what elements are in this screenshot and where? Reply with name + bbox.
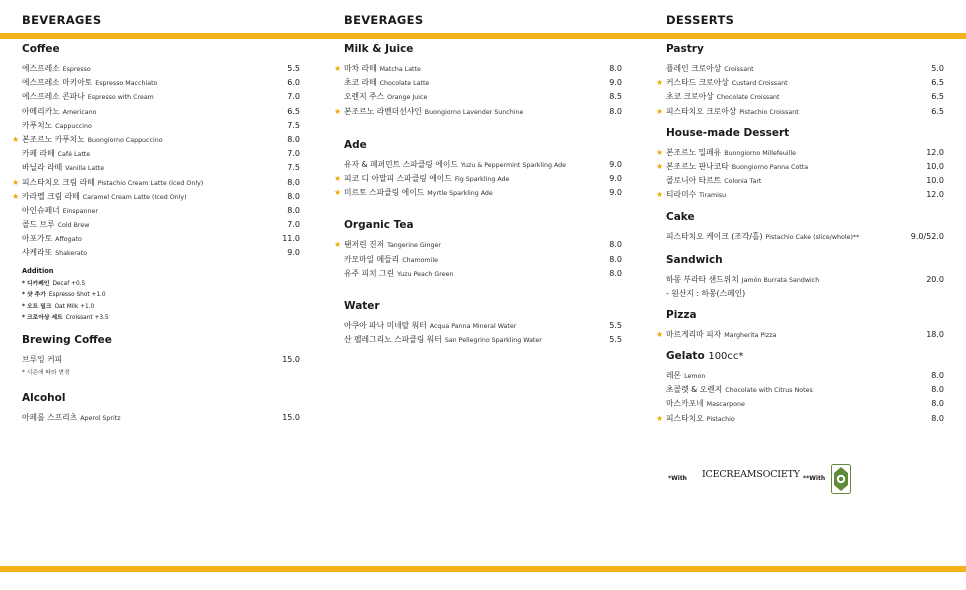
item-name-en: Café Latte bbox=[57, 151, 91, 159]
column-desserts bbox=[656, 41, 944, 426]
section-title: Addition bbox=[22, 266, 54, 275]
section-brewing-coffee bbox=[22, 332, 300, 379]
item-list bbox=[22, 411, 300, 425]
section-title: Coffee bbox=[22, 43, 60, 55]
menu-item bbox=[12, 133, 300, 147]
item-name-en: Buongiorno Panna Cotta bbox=[731, 163, 809, 171]
item-name-en: Tiramisu bbox=[699, 192, 727, 200]
item-name-ko: 유주 피치 그린 bbox=[344, 268, 395, 278]
section-sandwich bbox=[666, 252, 944, 301]
menu-item bbox=[22, 232, 300, 246]
menu-item bbox=[344, 333, 622, 347]
item-name-en: Yuzu Peach Green bbox=[397, 270, 454, 278]
item-price: 6.5 bbox=[931, 78, 944, 88]
item-price: 8.0 bbox=[931, 371, 944, 381]
item-name-ko: 초코 크로아상 bbox=[666, 92, 714, 102]
item-name-en: Espresso bbox=[62, 66, 91, 73]
menu-item bbox=[666, 90, 944, 104]
item-name-ko: 바닐라 라떼 bbox=[22, 163, 63, 173]
item-price: 5.5 bbox=[609, 320, 622, 330]
item-list bbox=[334, 62, 622, 119]
item-list bbox=[334, 238, 622, 281]
section-title: Brewing Coffee bbox=[22, 333, 112, 346]
item-name-ko: 본조르노 라벤더선샤인 bbox=[344, 106, 422, 116]
section-title: House-made Dessert bbox=[666, 126, 790, 139]
menu-item bbox=[12, 190, 300, 204]
item-name-ko: 초콜렛 & 오렌지 bbox=[666, 385, 723, 395]
header-bar bbox=[0, 0, 966, 35]
addition-item bbox=[22, 290, 300, 302]
item-name-en: Tangerine Ginger bbox=[387, 242, 441, 250]
item-price: 10.0 bbox=[926, 176, 944, 186]
item-name-en: Espresso with Cream bbox=[87, 94, 154, 102]
item-name-ko: 마차 라떼 bbox=[344, 64, 377, 73]
origin-note: - 원산지 : 하몽(스페인) bbox=[666, 288, 746, 298]
menu-item bbox=[22, 147, 300, 161]
item-name-ko: 마르게리따 피자 bbox=[666, 329, 722, 339]
item-price: 8.0 bbox=[931, 413, 944, 423]
season-note: * 시즌에 따라 변경 bbox=[22, 369, 70, 376]
item-name-en: Fig Sparkling Ade bbox=[454, 175, 510, 183]
gelato-size: 100cc* bbox=[708, 351, 744, 363]
menu-item bbox=[12, 176, 300, 190]
partner-logos bbox=[668, 466, 868, 494]
item-name-en: Pistachio Croissant bbox=[739, 108, 799, 116]
item-name-en: Cold Brew bbox=[57, 222, 90, 230]
section-cake bbox=[666, 209, 944, 244]
col3-title: DESSERTS bbox=[666, 13, 735, 27]
item-name-ko: 미르토 스파클링 에이드 bbox=[344, 188, 425, 198]
section-milk-juice bbox=[334, 41, 622, 119]
item-name-ko: 아페롤 스프리츠 bbox=[22, 412, 78, 422]
menu-item bbox=[666, 230, 944, 244]
menu-item bbox=[344, 319, 622, 333]
item-name-ko: 탠저린 진저 bbox=[344, 240, 385, 250]
green-badge-logo-icon bbox=[831, 464, 851, 494]
item-name-ko: 피스타치오 크로아상 bbox=[666, 106, 737, 116]
menu-item bbox=[666, 62, 944, 76]
item-name-en: Caramel Cream Latte (Iced Only) bbox=[82, 193, 187, 201]
menu-item bbox=[334, 62, 622, 76]
item-list bbox=[344, 319, 622, 347]
addition-name-ko: * 샷 추가 bbox=[22, 292, 46, 299]
item-name-ko: 콜드 브루 bbox=[22, 220, 55, 230]
signature-star-icon: ★ bbox=[334, 64, 342, 73]
item-list bbox=[22, 353, 300, 367]
menu-item bbox=[666, 174, 944, 188]
section-addition bbox=[22, 267, 300, 325]
col2-title: BEVERAGES bbox=[344, 13, 424, 27]
menu-item bbox=[22, 218, 300, 232]
item-price: 10.0 bbox=[926, 161, 944, 171]
item-price: 8.0 bbox=[609, 106, 622, 116]
section-title: Alcohol bbox=[22, 391, 66, 404]
menu-item bbox=[22, 119, 300, 133]
menu-item bbox=[656, 328, 944, 342]
menu-item bbox=[656, 76, 944, 90]
item-price: 9.0 bbox=[609, 173, 622, 183]
item-price: 15.0 bbox=[282, 412, 300, 422]
item-name-ko: 카페 라떼 bbox=[22, 149, 55, 159]
menu-item bbox=[344, 253, 622, 267]
item-name-en: Chocolate with Citrus Notes bbox=[725, 387, 813, 395]
item-name-en: San Pellegrino Sparkling Water bbox=[444, 337, 542, 345]
section-title: Milk & Juice bbox=[344, 43, 414, 55]
item-price: 8.0 bbox=[609, 64, 622, 73]
menu-item bbox=[656, 412, 944, 426]
item-price: 5.5 bbox=[609, 335, 622, 345]
item-list bbox=[666, 230, 944, 244]
item-name-ko: 피코 디 아말피 스파클링 에이드 bbox=[344, 173, 452, 183]
item-price: 7.5 bbox=[287, 120, 300, 130]
item-name-ko: 오렌지 주스 bbox=[344, 92, 385, 102]
item-price: 7.0 bbox=[287, 149, 300, 159]
item-name-en: Croissant bbox=[724, 66, 754, 73]
item-name-ko: 피스타치오 케이크 (조각/홀) bbox=[666, 231, 763, 241]
signature-star-icon: ★ bbox=[12, 177, 20, 187]
item-name-en: Buongiorno Millefeuille bbox=[724, 149, 797, 157]
item-name-ko: 산 펠레그리노 스파클링 워터 bbox=[344, 335, 442, 345]
signature-star-icon: ★ bbox=[656, 413, 664, 423]
section-ade bbox=[334, 137, 622, 201]
item-name-ko: 피스타치오 크림 라떼 bbox=[22, 177, 95, 187]
item-name-ko: 하몽 부라타 샌드위치 bbox=[666, 274, 739, 284]
item-name-en: Matcha Latte bbox=[379, 66, 421, 73]
top-accent-line bbox=[0, 33, 966, 39]
item-price: 18.0 bbox=[926, 329, 944, 339]
item-name-ko: 에스프레소 bbox=[22, 64, 60, 73]
item-price: 12.0 bbox=[926, 190, 944, 200]
item-price: 6.5 bbox=[931, 92, 944, 102]
item-name-ko: 본조르노 판나코타 bbox=[666, 161, 729, 171]
item-price: 6.0 bbox=[287, 78, 300, 88]
item-name-ko: 아메리카노 bbox=[22, 106, 60, 116]
signature-star-icon: ★ bbox=[656, 106, 664, 116]
item-name-en: Pistachio bbox=[706, 415, 735, 423]
item-name-ko: 유자 & 페퍼민트 스파클링 에이드 bbox=[344, 159, 458, 169]
item-price: 9.0 bbox=[287, 248, 300, 258]
addition-item bbox=[22, 279, 300, 291]
signature-star-icon: ★ bbox=[656, 329, 664, 339]
item-price: 6.5 bbox=[287, 106, 300, 116]
section-alcohol bbox=[22, 390, 300, 425]
item-name-en: Einspanner bbox=[62, 207, 98, 215]
item-name-en: Chocolate Latte bbox=[379, 80, 430, 88]
item-name-ko: 초코 라떼 bbox=[344, 78, 377, 88]
item-name-en: Buongiorno Cappuccino bbox=[87, 136, 163, 144]
item-name-en: Pistachio Cake (slice/whole)** bbox=[765, 233, 860, 241]
item-name-ko: 마스카포네 bbox=[666, 399, 704, 409]
column-beverages-1 bbox=[12, 41, 300, 425]
item-name-ko: 커스타드 크로아상 bbox=[666, 78, 729, 88]
menu-item bbox=[334, 238, 622, 252]
section-water bbox=[344, 298, 622, 347]
item-list bbox=[656, 328, 944, 342]
item-price: 5.5 bbox=[287, 64, 300, 73]
menu-item bbox=[22, 76, 300, 90]
menu-item bbox=[22, 161, 300, 175]
bottom-accent-line bbox=[0, 566, 966, 572]
item-price: 6.5 bbox=[931, 106, 944, 116]
section-title: Sandwich bbox=[666, 253, 723, 266]
item-price: 8.0 bbox=[287, 191, 300, 201]
signature-star-icon: ★ bbox=[12, 191, 20, 201]
menu-item bbox=[344, 90, 622, 104]
gelato-title: Gelato bbox=[666, 350, 705, 363]
signature-star-icon: ★ bbox=[334, 240, 342, 250]
section-house-made-dessert bbox=[656, 125, 944, 203]
item-price: 8.0 bbox=[287, 134, 300, 144]
item-list bbox=[666, 273, 944, 287]
item-name-en: Vanilla Latte bbox=[65, 165, 105, 173]
menu-item bbox=[22, 353, 300, 367]
addition-name-en: Croissant +3.5 bbox=[65, 315, 109, 322]
section-title: Organic Tea bbox=[344, 219, 414, 232]
menu-item bbox=[344, 76, 622, 90]
item-price: 20.0 bbox=[926, 274, 944, 284]
item-name-ko: 티라미수 bbox=[666, 190, 697, 200]
menu-item bbox=[22, 411, 300, 425]
menu-item bbox=[22, 246, 300, 260]
menu-item bbox=[334, 186, 622, 200]
menu-item bbox=[656, 188, 944, 202]
addition-name-ko: * 크로아상 세트 bbox=[22, 315, 63, 322]
addition-list bbox=[22, 279, 300, 325]
item-name-ko: 레몬 bbox=[666, 371, 682, 381]
item-price: 7.5 bbox=[287, 163, 300, 173]
icecream-society-wordmark: ICECREAMSOCIETY bbox=[702, 469, 800, 480]
item-name-ko: 아포가토 bbox=[22, 234, 53, 244]
col1-title: BEVERAGES bbox=[22, 13, 102, 27]
item-price: 9.0/52.0 bbox=[910, 231, 944, 241]
menu-item bbox=[656, 146, 944, 160]
signature-star-icon: ★ bbox=[334, 106, 342, 116]
item-name-en: Chamomile bbox=[402, 256, 438, 264]
item-price: 12.0 bbox=[926, 147, 944, 157]
signature-star-icon: ★ bbox=[656, 190, 664, 200]
item-name-ko: 아인슈페너 bbox=[22, 205, 60, 215]
item-list bbox=[656, 146, 944, 203]
section-coffee bbox=[12, 41, 300, 261]
item-price: 8.0 bbox=[931, 385, 944, 395]
column-beverages-2 bbox=[334, 41, 622, 347]
item-name-en: Mascarpone bbox=[706, 401, 745, 409]
item-price: 9.0 bbox=[609, 188, 622, 198]
addition-name-en: Decaf +0.5 bbox=[52, 280, 86, 287]
menu-item bbox=[334, 105, 622, 119]
with-label-2: **With bbox=[803, 475, 826, 482]
addition-name-en: Oat Milk +1.0 bbox=[54, 303, 95, 310]
item-price: 8.0 bbox=[609, 240, 622, 250]
item-name-en: Chocolate Croissant bbox=[716, 94, 780, 102]
item-price: 8.0 bbox=[609, 254, 622, 264]
with-label-1: *With bbox=[668, 475, 687, 482]
item-price: 8.0 bbox=[287, 177, 300, 187]
item-name-en: Jamón Burrata Sandwich bbox=[741, 276, 820, 284]
section-title: Pizza bbox=[666, 308, 697, 321]
item-price: 9.0 bbox=[609, 78, 622, 88]
menu-item bbox=[656, 105, 944, 119]
item-name-ko: 본조르노 밀페유 bbox=[666, 147, 722, 157]
item-list bbox=[656, 369, 944, 426]
menu-item bbox=[344, 267, 622, 281]
menu-item bbox=[666, 273, 944, 287]
menu-item bbox=[334, 172, 622, 186]
item-name-en: Buongiorno Lavender Sunchine bbox=[424, 108, 524, 116]
item-name-ko: 피스타치오 bbox=[666, 413, 704, 423]
section-organic-tea bbox=[334, 217, 622, 281]
signature-star-icon: ★ bbox=[334, 188, 342, 198]
item-list bbox=[656, 62, 944, 119]
signature-star-icon: ★ bbox=[656, 147, 664, 157]
signature-star-icon: ★ bbox=[656, 78, 664, 88]
section-pizza bbox=[656, 307, 944, 342]
addition-item bbox=[22, 313, 300, 325]
item-price: 8.0 bbox=[287, 205, 300, 215]
item-name-ko: 카모마일 메들리 bbox=[344, 254, 400, 264]
item-price: 8.5 bbox=[609, 92, 622, 102]
section-title: Water bbox=[344, 299, 380, 312]
item-name-ko: 에스프레소 콘파나 bbox=[22, 92, 85, 102]
addition-name-ko: * 디카페인 bbox=[22, 280, 50, 287]
signature-star-icon: ★ bbox=[334, 173, 342, 183]
item-name-ko: 아쿠아 파나 미네랄 워터 bbox=[344, 320, 427, 330]
signature-star-icon: ★ bbox=[656, 161, 664, 171]
item-price: 15.0 bbox=[282, 354, 300, 364]
item-list bbox=[12, 62, 300, 261]
menu-item bbox=[22, 105, 300, 119]
item-name-en: Orange Juice bbox=[387, 94, 428, 102]
item-name-ko: 카푸치노 bbox=[22, 120, 53, 130]
menu-item bbox=[344, 158, 622, 172]
item-name-en: Margherita Pizza bbox=[724, 331, 777, 339]
item-name-ko: 본조르노 카푸치노 bbox=[22, 134, 85, 144]
item-name-en: Shakerato bbox=[55, 250, 88, 258]
menu-item bbox=[22, 204, 300, 218]
section-pastry bbox=[656, 41, 944, 119]
menu-item bbox=[22, 90, 300, 104]
item-name-en: Custard Croissant bbox=[731, 80, 788, 88]
item-name-en: Affogato bbox=[55, 236, 82, 244]
menu-item bbox=[666, 369, 944, 383]
item-name-en: Espresso Macchiato bbox=[95, 80, 158, 88]
item-name-en: Cappuccino bbox=[55, 122, 92, 130]
item-price: 7.0 bbox=[287, 220, 300, 230]
item-list bbox=[334, 158, 622, 201]
menu-item bbox=[656, 160, 944, 174]
item-name-en: Colonia Tart bbox=[724, 178, 762, 186]
section-title: Cake bbox=[666, 210, 695, 223]
item-name-ko: 에스프레소 마키아토 bbox=[22, 78, 93, 88]
menu-item bbox=[666, 383, 944, 397]
item-name-ko: 카라멜 크림 라떼 bbox=[22, 191, 80, 201]
item-name-en: Myrtle Sparkling Ade bbox=[427, 190, 493, 198]
addition-name-ko: * 오트 밀크 bbox=[22, 303, 52, 310]
signature-star-icon: ★ bbox=[12, 134, 20, 144]
item-name-en: Aperol Spritz bbox=[80, 414, 121, 422]
item-name-en: Lemon bbox=[684, 373, 706, 381]
item-name-ko: 플레인 크로아상 bbox=[666, 64, 722, 73]
item-name-ko: 샤케라또 bbox=[22, 248, 53, 258]
addition-name-en: Espresso Shot +1.0 bbox=[48, 292, 106, 299]
item-name-en: Acqua Panna Mineral Water bbox=[429, 322, 517, 330]
item-price: 7.0 bbox=[287, 92, 300, 102]
section-title: Ade bbox=[344, 138, 367, 151]
item-price: 9.0 bbox=[609, 159, 622, 169]
item-price: 8.0 bbox=[931, 399, 944, 409]
item-name-en: Pistachio Cream Latte (Iced Only) bbox=[97, 179, 204, 187]
item-name-ko: 콜로니아 타르트 bbox=[666, 176, 722, 186]
menu-item bbox=[22, 62, 300, 76]
item-price: 5.0 bbox=[931, 64, 944, 73]
menu-item bbox=[666, 397, 944, 411]
item-name-en: Americano bbox=[62, 108, 97, 116]
item-price: 11.0 bbox=[282, 234, 300, 244]
section-title bbox=[666, 348, 944, 364]
addition-item bbox=[22, 302, 300, 314]
item-name-ko: 브루잉 커피 bbox=[22, 354, 63, 364]
section-title: Pastry bbox=[666, 43, 704, 55]
item-name-en: Yuzu & Peppermint Sparkling Ade bbox=[460, 161, 567, 169]
icecream-society-logo bbox=[702, 469, 800, 480]
item-price: 8.0 bbox=[609, 268, 622, 278]
section-gelato bbox=[656, 348, 944, 426]
